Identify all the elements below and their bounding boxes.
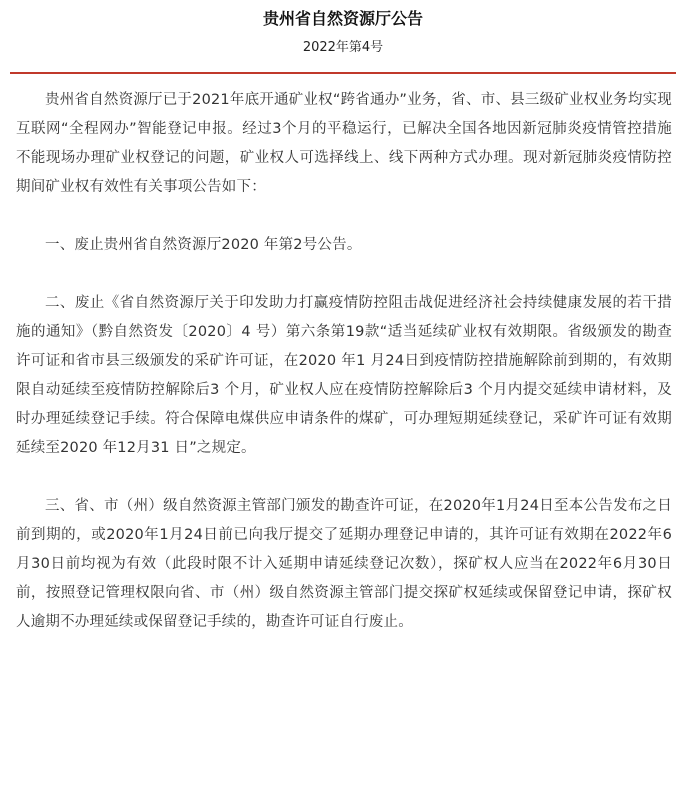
announcement-title: 贵州省自然资源厅公告 (262, 9, 423, 28)
paragraph-spacer (16, 260, 672, 289)
paragraph-spacer (16, 202, 672, 231)
title-divider (10, 72, 676, 74)
announcement-number: 2022年第4号 (302, 40, 384, 55)
intro-paragraph: 贵州省自然资源厅已于2021年底开通矿业权“跨省通办”业务，省、市、县三级矿业权业务均实现互联网“全程网办”智能登记申报。经过3个月的平稳运行，已解决全国各地因新冠肺炎疫情管控措施不能现场办理矿业权登记的问题，矿业权人可选择线上、线下两种方式办理。现对新冠肺炎疫情防控期间矿业权有效性有关事项公告如下： (16, 92, 672, 195)
item-three-paragraph: 三、省、市（州）级自然资源主管部门颁发的勘查许可证，在2020年1月24日至本公告发布之日前到期的，或2020年1月24日前已向我厅提交了延期办理登记申请的，其许可证有效期在2022年6月30日前均视为有效（此段时限不计入延期申请延续登记次数），探矿权人应当在2022年6月30日前，按照登记管理权限向省、市（州）级自然资源主管部门提交探矿权延续或保留登记申请，探矿权人逾期不办理延续或保留登记手续的，勘查许可证自行废止。 (16, 498, 672, 630)
item-one-paragraph: 一、废止贵州省自然资源厅2020 年第2号公告。 (45, 237, 362, 253)
announcement-body (16, 86, 672, 637)
paragraph-spacer (16, 463, 672, 492)
item-two-paragraph: 二、废止《省自然资源厅关于印发助力打赢疫情防控阻击战促进经济社会持续健康发展的若干措施的通知》（黔自然资发〔2020〕4 号）第六条第19款“适当延续矿业权有效期限。省级颁发的勘查许可证和省市县三级颁发的采矿许可证，在2020 年1 月24日到疫情防控措施解除前到期的，有效期限自动延续至疫情防控解除后3 个月，矿业权人应在疫情防控解除后3 个月内提交延续申请材料，及时办理延续登记手续。符合保障电煤供应申请条件的煤矿，可办理短期延续登记，采矿许可证有效期延续至2020 年12月31 日”之规定。 (16, 295, 672, 456)
